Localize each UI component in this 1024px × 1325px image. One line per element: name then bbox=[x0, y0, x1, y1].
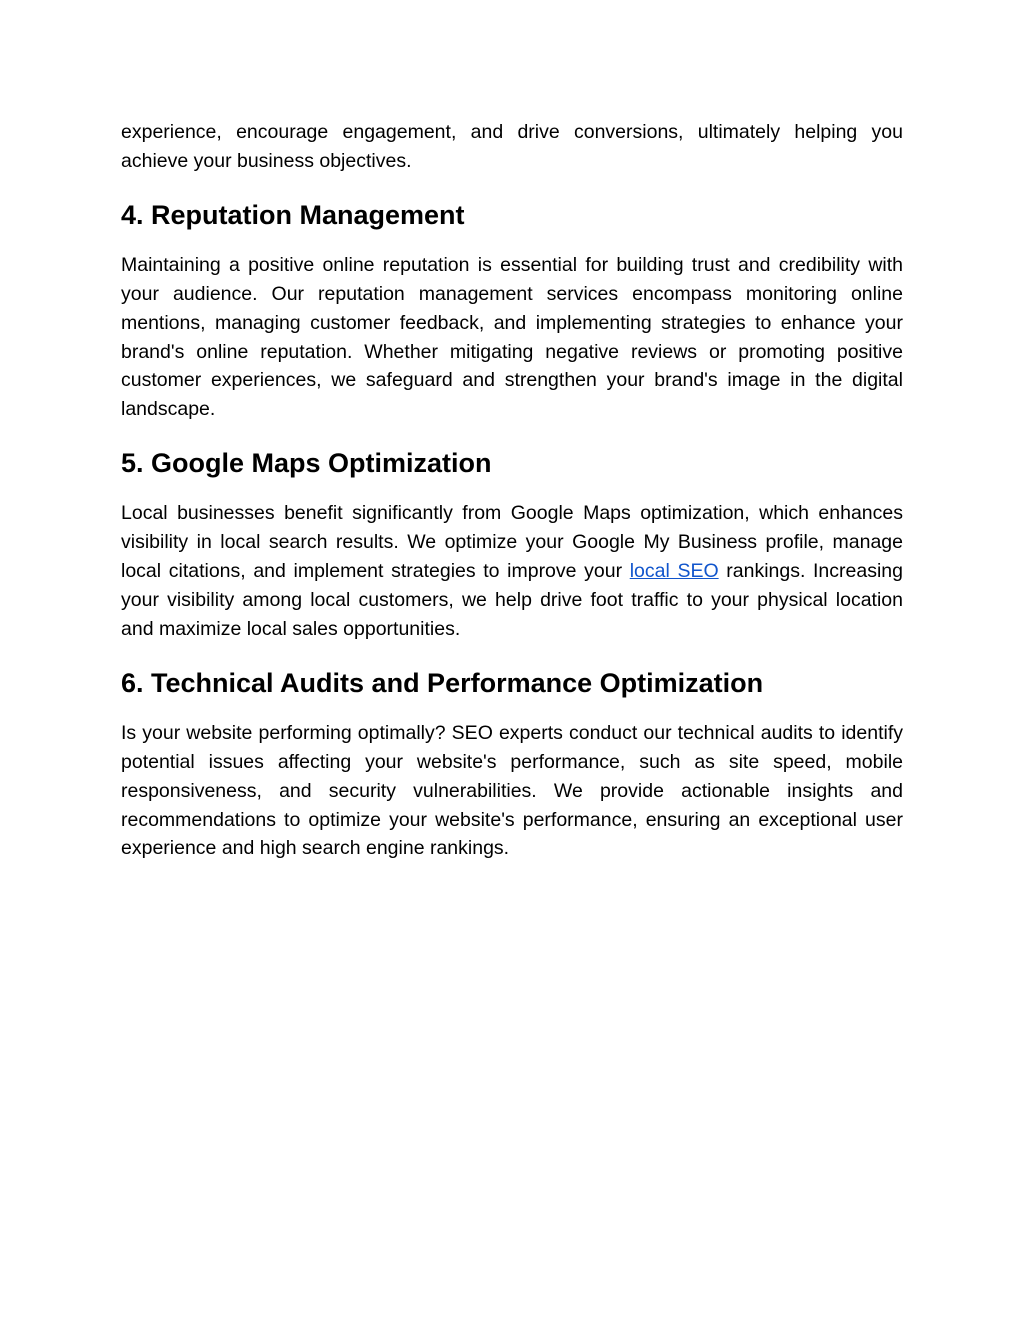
paragraph-text-after-link: rankings. Increasing your visibility among local customers, we help drive foot traffic to your physical location and maximize local sales opportunities. bbox=[121, 560, 903, 640]
local-seo-link[interactable]: local SEO bbox=[629, 560, 719, 583]
intro-paragraph: experience, encourage engagement, and drive conversions, ultimately helping you achieve your business objectives. bbox=[121, 121, 903, 172]
heading-google-maps-optimization: 5. Google Maps Optimization bbox=[121, 448, 492, 479]
heading-reputation-management: 4. Reputation Management bbox=[121, 199, 465, 230]
paragraph-reputation-management: Maintaining a positive online reputation is essential for building trust and credibility with your audience. Our reputation management services encompass monitoring online mentions, managing customer feedback, and implementing strategies to enhance your brand's online reputation. Whether mitigating negative reviews or promoting positive customer experiences, we safeguard and strengthen your brand's image in the digital landscape. bbox=[121, 253, 903, 421]
document-page bbox=[121, 118, 903, 863]
paragraph-technical-audits: Is your website performing optimally? SEO experts conduct our technical audits to identify potential issues affecting your website's performance, such as site speed, mobile responsiveness, and security vulnerabilities. We provide actionable insights and recommendations to optimize your website's performance, ensuring an exceptional user experience and high search engine rankings. bbox=[121, 721, 903, 860]
paragraph-google-maps-optimization bbox=[121, 499, 903, 644]
paragraph-text-before-link: Local businesses benefit significantly from Google Maps optimization, which enhances visibility in local search results. We optimize your Google My Business profile, manage local citations, and implement strategies to improve your bbox=[121, 502, 903, 583]
heading-technical-audits: 6. Technical Audits and Performance Optimization bbox=[121, 667, 764, 698]
